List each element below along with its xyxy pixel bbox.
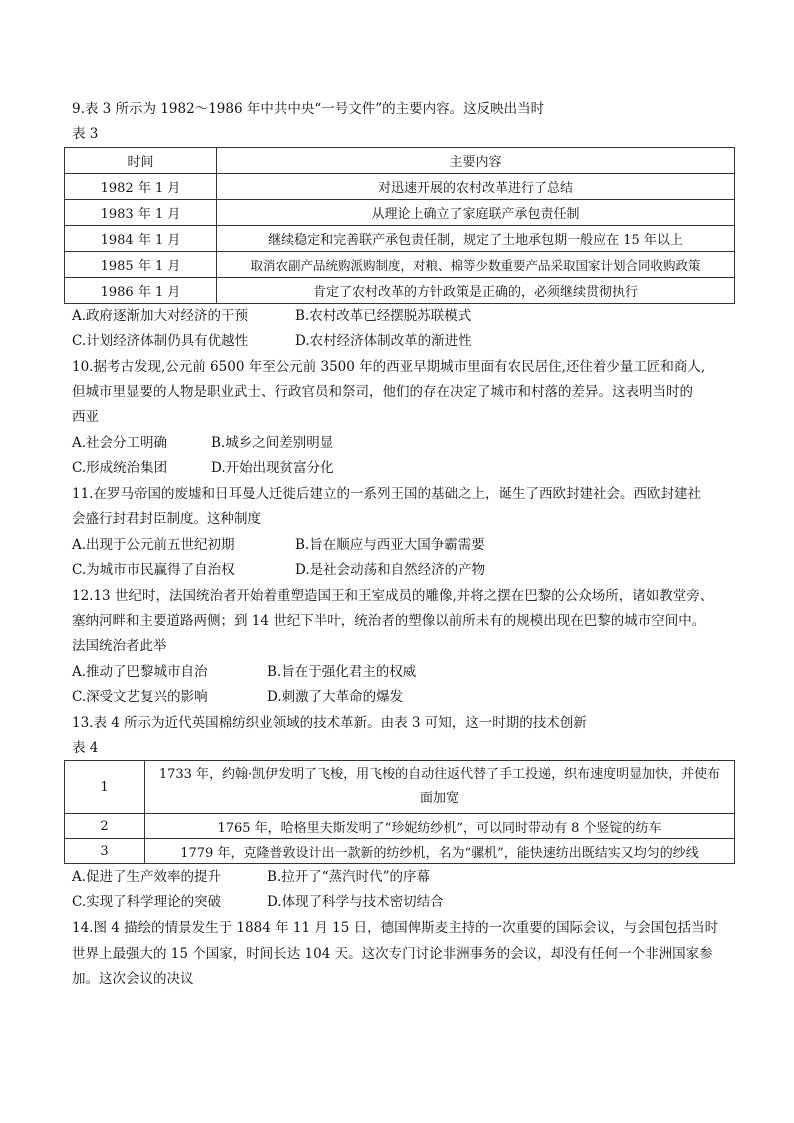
q10-stem-line-1: 10.据考古发现,公元前 6500 年至公元前 3500 年的西亚早期城市里面有农民居住,还住着少量工匠和商人, <box>72 359 706 375</box>
table-cell-content: 从理论上确立了家庭联产承包责任制 <box>217 200 735 226</box>
table-row <box>65 200 735 226</box>
table-row <box>65 226 735 252</box>
q9-option-d[interactable]: D.农村经济体制改革的渐进性 <box>295 333 472 349</box>
q13-option-d[interactable]: D.体现了科学与技术密切结合 <box>267 894 444 910</box>
table-row <box>65 839 735 864</box>
q11-option-a[interactable]: A.出现于公元前五世纪初期 <box>72 537 235 553</box>
table-4 <box>64 760 735 864</box>
q14-stem-line-1: 14.图 4 描绘的情景发生于 1884 年 11 月 15 日，德国俾斯麦主持的一次重要的国际会议，与会国包括当时 <box>72 920 719 936</box>
table-cell-content: 对迅速开展的农村改革进行了总结 <box>217 174 735 200</box>
table-cell-content: 1733 年，约翰·凯伊发明了飞梭，用飞梭的自动往返代替了手工投递，织布速度明显加快，并使布面加宽 <box>145 761 735 814</box>
table-cell-time: 1983 年 1 月 <box>65 200 217 226</box>
table-cell-content: 继续稳定和完善联产承包责任制，规定了土地承包期一般应在 15 年以上 <box>217 226 735 252</box>
q10-option-c[interactable]: C.形成统治集团 <box>72 460 168 476</box>
q11-option-b[interactable]: B.旨在顺应与西亚大国争霸需要 <box>295 537 485 553</box>
q10-option-b[interactable]: B.城乡之间差别明显 <box>211 435 334 451</box>
q11-option-d[interactable]: D.是社会动荡和自然经济的产物 <box>295 562 486 578</box>
table-cell-index: 1 <box>65 761 145 814</box>
table-row <box>65 174 735 200</box>
table-cell-time: 1984 年 1 月 <box>65 226 217 252</box>
q12-stem-line-2: 塞纳河畔和主要道路两侧；到 14 世纪下半叶，统治者的塑像以前所未有的规模出现在巴黎的城市空间中。 <box>72 613 706 629</box>
table-header-row <box>65 148 735 174</box>
table-cell-time: 1986 年 1 月 <box>65 278 217 304</box>
q9-stem: 9.表 3 所示为 1982～1986 年中共中央“一号文件”的主要内容。这反映出当时 <box>72 101 545 117</box>
q10-option-a[interactable]: A.社会分工明确 <box>72 435 168 451</box>
q13-stem: 13.表 4 所示为近代英国棉纺织业领域的技术革新。由表 3 可知，这一时期的技术创新 <box>72 715 587 731</box>
table-cell-index: 3 <box>65 839 145 864</box>
q9-option-a[interactable]: A.政府逐渐加大对经济的干预 <box>72 308 249 324</box>
table-header-content: 主要内容 <box>217 148 735 174</box>
q12-option-b[interactable]: B.旨在于强化君主的权威 <box>267 664 417 680</box>
q12-stem-line-3: 法国统治者此举 <box>72 638 167 654</box>
q14-stem-line-3: 加。这次会议的决议 <box>72 971 194 987</box>
q9-table-label: 表 3 <box>72 126 99 142</box>
q10-option-d[interactable]: D.开始出现贫富分化 <box>211 460 334 476</box>
table-cell-index: 2 <box>65 814 145 839</box>
table-cell-content: 肯定了农村改革的方针政策是正确的，必须继续贯彻执行 <box>217 278 735 304</box>
q10-stem-line-2: 但城市里显要的人物是职业武士、行政官员和祭司，他们的存在决定了城市和村落的差异。这表明当时的 <box>72 384 693 400</box>
table-row <box>65 814 735 839</box>
table-3 <box>64 147 735 304</box>
q12-stem-line-1: 12.13 世纪时，法国统治者开始着重塑造国王和王室成员的雕像,并将之摆在巴黎的公众场所，诸如教堂旁、 <box>72 588 714 604</box>
table-cell-content: 1765 年，哈格里夫斯发明了“珍妮纺纱机”，可以同时带动有 8 个竖锭的纺车 <box>145 814 735 839</box>
table-row <box>65 761 735 814</box>
q12-option-d[interactable]: D.刺激了大革命的爆发 <box>267 689 404 705</box>
q13-table-label: 表 4 <box>72 740 99 756</box>
q12-option-a[interactable]: A.推动了巴黎城市自治 <box>72 664 208 680</box>
q9-option-b[interactable]: B.农村改革已经摆脱苏联模式 <box>295 308 472 324</box>
q14-stem-line-2: 世界上最强大的 15 个国家，时间长达 104 天。这次专门讨论非洲事务的会议，却没有任何一个非洲国家参 <box>72 946 713 962</box>
q11-option-c[interactable]: C.为城市市民赢得了自治权 <box>72 562 235 578</box>
table-row <box>65 252 735 278</box>
table-cell-content: 取消农副产品统购派购制度，对粮、棉等少数重要产品采取国家计划合同收购政策 <box>217 252 735 278</box>
q11-stem-line-2: 会盛行封君封臣制度。这种制度 <box>72 511 261 527</box>
table-header-time: 时间 <box>65 148 217 174</box>
q11-stem-line-1: 11.在罗马帝国的废墟和日耳曼人迁徙后建立的一系列王国的基础之上，诞生了西欧封建社会。西欧封建社 <box>72 486 701 502</box>
q13-option-c[interactable]: C.实现了科学理论的突破 <box>72 894 222 910</box>
q13-option-b[interactable]: B.拉开了“蒸汽时代”的序幕 <box>267 869 431 885</box>
table-row <box>65 278 735 304</box>
q10-stem-line-3: 西亚 <box>72 409 99 425</box>
table-cell-time: 1985 年 1 月 <box>65 252 217 278</box>
q13-option-a[interactable]: A.促进了生产效率的提升 <box>72 869 222 885</box>
q12-option-c[interactable]: C.深受文艺复兴的影响 <box>72 689 208 705</box>
q9-option-c[interactable]: C.计划经济体制仍具有优越性 <box>72 333 249 349</box>
table-cell-time: 1982 年 1 月 <box>65 174 217 200</box>
table-cell-content: 1779 年，克隆普敦设计出一款新的纺纱机，名为“骡机”，能快速纺出既结实又均匀的纱线 <box>145 839 735 864</box>
